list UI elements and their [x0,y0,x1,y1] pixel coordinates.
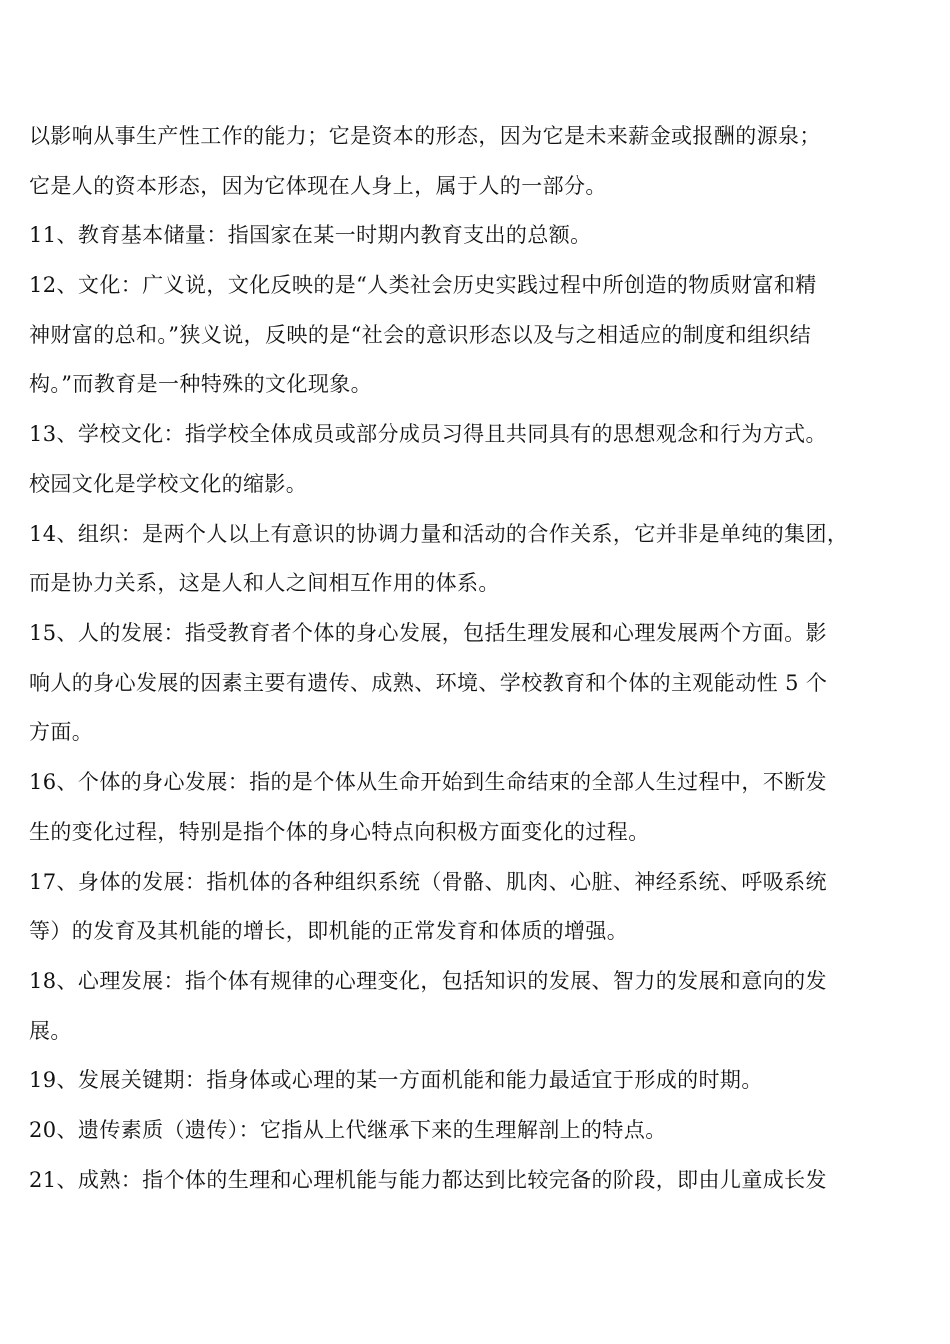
text-line-19: 展。 [29,1019,72,1043]
text-line-12: 响人的身心发展的因素主要有遗传、成熟、环境、学校教育和个体的主观能动性 5 个 [29,671,828,695]
text-line-10: 而是协力关系，这是人和人之间相互作用的体系。 [29,571,500,595]
text-line-17: 等）的发育及其机能的增长，即机能的正常发育和体质的增强。 [29,919,629,943]
text-line-6: 构。”而教育是一种特殊的文化现象。 [29,372,373,396]
text-line-21: 20、遗传素质（遗传）：它指从上代继承下来的生理解剖上的特点。 [29,1118,667,1142]
text-line-9: 14、组织：是两个人以上有意识的协调力量和活动的合作关系，它并非是单纯的集团， [29,522,849,546]
text-line-2: 它是人的资本形态，因为它体现在人身上，属于人的一部分。 [29,174,607,198]
text-line-4: 12、文化：广义说，文化反映的是“人类社会历史实践过程中所创造的物质财富和精 [29,273,817,297]
text-line-7: 13、学校文化：指学校全体成员或部分成员习得且共同具有的思想观念和行为方式。 [29,422,827,446]
text-line-11: 15、人的发展：指受教育者个体的身心发展，包括生理发展和心理发展两个方面。影 [29,621,827,645]
text-line-18: 18、心理发展：指个体有规律的心理变化，包括知识的发展、智力的发展和意向的发 [29,969,827,993]
text-line-22: 21、成熟：指个体的生理和心理机能与能力都达到比较完备的阶段，即由儿童成长发 [29,1168,827,1192]
text-line-14: 16、个体的身心发展：指的是个体从生命开始到生命结束的全部人生过程中，不断发 [29,770,827,794]
text-line-13: 方面。 [29,720,94,744]
text-line-16: 17、身体的发展：指机体的各种组织系统（骨骼、肌肉、心脏、神经系统、呼吸系统 [29,870,827,894]
text-line-1: 以影响从事生产性工作的能力；它是资本的形态，因为它是未来薪金或报酬的源泉； [29,124,821,148]
text-line-3: 11、教育基本储量：指国家在某一时期内教育支出的总额。 [29,223,592,247]
text-line-8: 校园文化是学校文化的缩影。 [29,472,308,496]
text-line-15: 生的变化过程，特别是指个体的身心特点向积极方面变化的过程。 [29,820,650,844]
text-line-5: 神财富的总和。”狭义说，反映的是“社会的意识形态以及与之相适应的制度和组织结 [29,323,812,347]
text-line-20: 19、发展关键期：指身体或心理的某一方面机能和能力最适宜于形成的时期。 [29,1068,763,1092]
